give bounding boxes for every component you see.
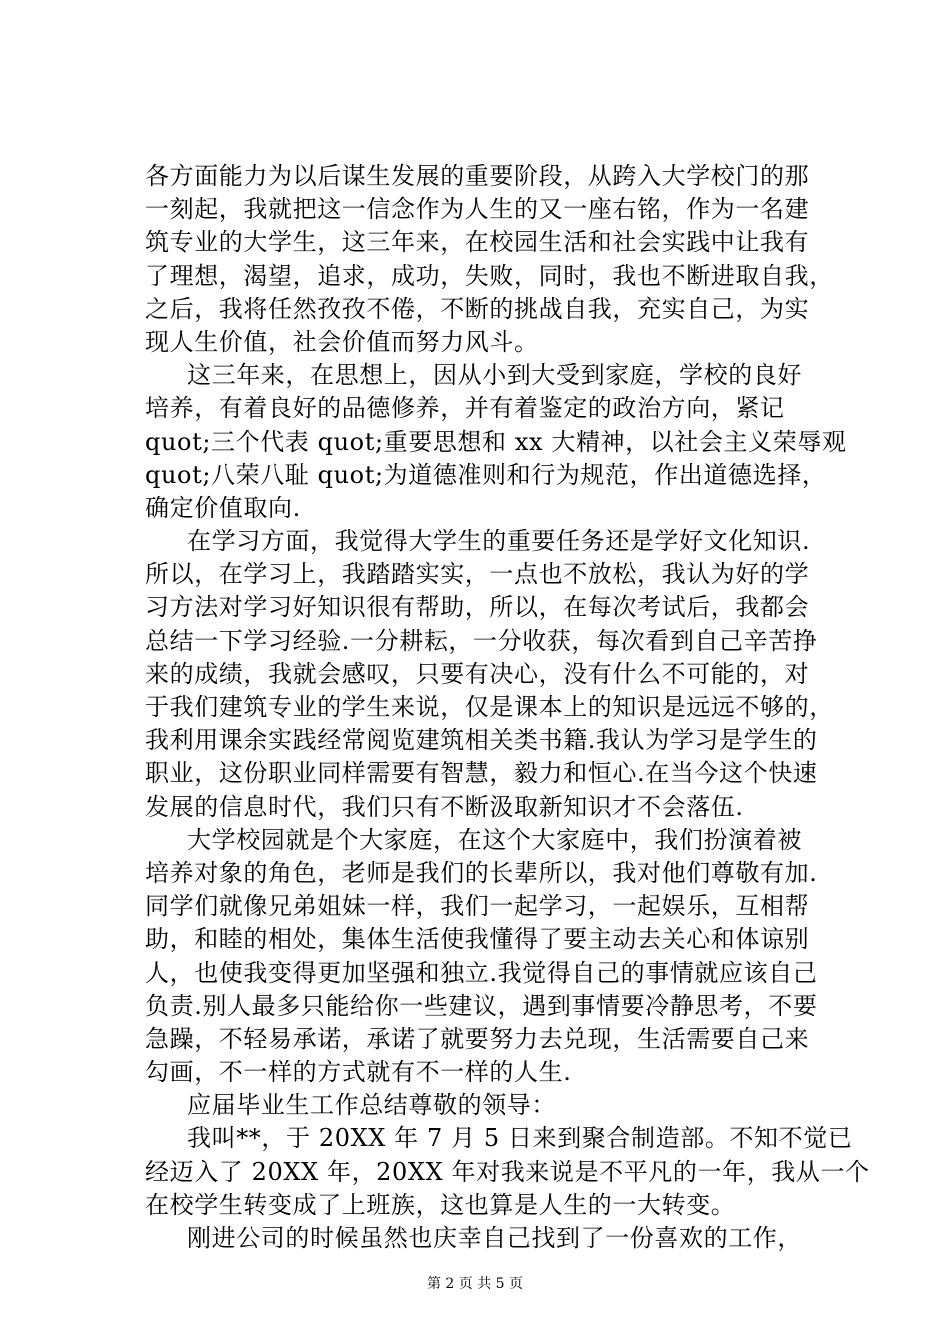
text-line: quot;八荣八耻 quot;为道德准则和行为规范，作出道德选择， <box>145 460 827 489</box>
page-footer: 第 2 页 共 5 页 <box>426 1276 524 1292</box>
text-line: 习方法对学习好知识很有帮助，所以，在每次考试后，我都会 <box>145 593 810 622</box>
text-line: 之后，我将任然孜孜不倦，不断的挑战自我，充实自己，为实 <box>145 294 810 323</box>
text-line: 培养对象的角色，老师是我们的长辈所以，我对他们尊敬有加. <box>145 858 818 887</box>
text-line: 各方面能力为以后谋生发展的重要阶段，从跨入大学校门的那 <box>145 162 810 190</box>
text-line: 职业，这份职业同样需要有智慧，毅力和恒心.在当今这个快速 <box>145 759 818 788</box>
text-line: 急躁，不轻易承诺，承诺了就要努力去兑现，生活需要自己来 <box>145 1024 810 1053</box>
text-line: 在学习方面，我觉得大学生的重要任务还是学好文化知识. <box>187 527 811 556</box>
text-line: 经迈入了 20XX 年，20XX 年对我来说是不平凡的一年，我从一个 <box>145 1157 870 1186</box>
text-line: 刚进公司的时候虽然也庆幸自己找到了一份喜欢的工作， <box>187 1224 802 1252</box>
text-line: 在校学生转变成了上班族，这也算是人生的一大转变。 <box>145 1190 736 1219</box>
text-line: 现人生价值，社会价值而努力风斗。 <box>145 327 539 356</box>
text-line: 所以，在学习上，我踏踏实实，一点也不放松，我认为好的学 <box>145 560 810 589</box>
text-line: 了理想，渴望，追求，成功，失败，同时，我也不断进取自我， <box>145 261 834 290</box>
text-line: 确定价值取向. <box>145 493 301 522</box>
text-line: 勾画，不一样的方式就有不一样的人生. <box>145 1058 572 1087</box>
text-line: 大学校园就是个大家庭，在这个大家庭中，我们扮演着被 <box>187 825 802 854</box>
text-line: 于我们建筑专业的学生来说，仅是课本上的知识是远远不够的， <box>145 693 834 721</box>
text-line: 发展的信息时代，我们只有不断汲取新知识才不会落伍. <box>145 792 744 821</box>
text-line: 我利用课余实践经常阅览建筑相关类书籍.我认为学习是学生的 <box>145 726 818 755</box>
text-line: 总结一下学习经验.一分耕耘，一分收获，每次看到自己辛苦挣 <box>145 626 818 655</box>
text-line: 应届毕业生工作总结尊敬的领导： <box>187 1091 556 1120</box>
text-line: 培养，有着良好的品德修养，并有着鉴定的政治方向，紧记 <box>145 394 785 423</box>
text-line: 来的成绩，我就会感叹，只要有决心，没有什么不可能的，对 <box>145 659 810 688</box>
text-line: 我叫**，于 20XX 年 7 月 5 日来到聚合制造部。不知不觉已 <box>187 1124 853 1153</box>
text-line: 筑专业的大学生，这三年来，在校园生活和社会实践中让我有 <box>145 228 810 257</box>
body-text <box>145 160 870 1255</box>
text-line: 同学们就像兄弟姐妹一样，我们一起学习，一起娱乐，互相帮 <box>145 892 810 921</box>
text-line: 这三年来，在思想上，因从小到大受到家庭，学校的良好 <box>187 361 802 390</box>
text-line: quot;三个代表 quot;重要思想和 xx 大精神，以社会主义荣辱观 <box>145 427 847 456</box>
text-line: 助，和睦的相处，集体生活使我懂得了要主动去关心和体谅别 <box>145 925 810 954</box>
text-line: 负责.别人最多只能给你一些建议，遇到事情要冷静思考，不要 <box>145 991 818 1020</box>
text-line: 人，也使我变得更加坚强和独立.我觉得自己的事情就应该自己 <box>145 958 818 987</box>
text-line: 一刻起，我就把这一信念作为人生的又一座右铭，作为一名建 <box>145 195 810 224</box>
